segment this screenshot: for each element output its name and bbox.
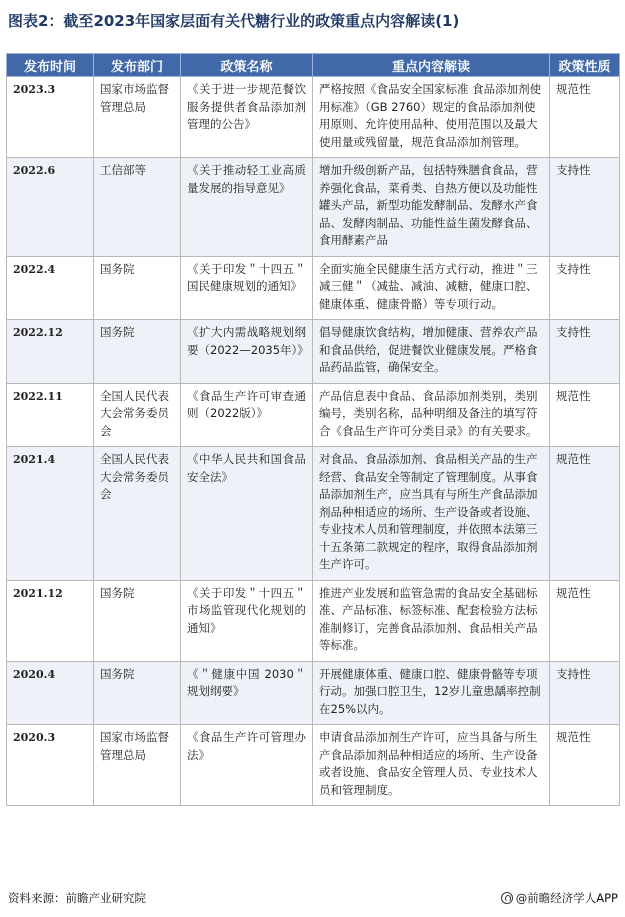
cell-dept: 国务院 — [94, 256, 181, 320]
table-row — [7, 661, 620, 725]
cell-dept: 全国人民代表大会常务委员会 — [94, 383, 181, 447]
footer — [8, 890, 618, 908]
cell-date: 2021.4 — [7, 447, 94, 581]
cell-nature: 规范性 — [550, 447, 620, 581]
cell-date: 2020.3 — [7, 725, 94, 806]
cell-nature: 规范性 — [550, 383, 620, 447]
cell-policy: 《关于印发＂十四五＂市场监管现代化规划的通知》 — [181, 580, 313, 661]
cell-policy: 《食品生产许可审查通则（2022版）》 — [181, 383, 313, 447]
cell-nature: 支持性 — [550, 158, 620, 257]
cell-content: 倡导健康饮食结构，增加健康、营养农产品和食品供给，促进餐饮业健康发展。严格食品药品监管，确保安全。 — [313, 320, 550, 384]
cell-date: 2022.4 — [7, 256, 94, 320]
cell-policy: 《中华人民共和国食品安全法》 — [181, 447, 313, 581]
cell-nature: 规范性 — [550, 77, 620, 158]
table-row — [7, 447, 620, 581]
brand-label: @前瞻经济学人APP — [515, 891, 618, 905]
table-body — [7, 77, 620, 806]
cell-content: 申请食品添加剂生产许可，应当具备与所生产食品添加剂品种相适应的场所、生产设备或者设施、食品安全管理人员、专业技术人员和管理制度。 — [313, 725, 550, 806]
cell-policy: 《食品生产许可管理办法》 — [181, 725, 313, 806]
page-title: 图表2：截至2023年国家层面有关代糖行业的政策重点内容解读(1) — [8, 12, 460, 30]
cell-policy: 《扩大内需战略规划纲要（2022—2035年）》 — [181, 320, 313, 384]
cell-date: 2022.11 — [7, 383, 94, 447]
cell-content: 增加升级创新产品，包括特殊膳食食品，营养强化食品，菜肴类、自热方便以及功能性罐头产品，新型功能发酵制品、发酵水产食品、发酵肉制品、功能性益生菌发酵食品、食用酵素产品 — [313, 158, 550, 257]
qianzhan-logo-icon — [501, 892, 513, 904]
brand-credit — [501, 890, 618, 906]
cell-date: 2021.12 — [7, 580, 94, 661]
cell-dept: 国务院 — [94, 580, 181, 661]
policy-table — [6, 53, 620, 806]
cell-content: 推进产业发展和监管急需的食品安全基础标准、产品标准、标签标准、配套检验方法标准制修订，完善食品添加剂、食品相关产品等标准。 — [313, 580, 550, 661]
cell-dept: 国家市场监督管理总局 — [94, 77, 181, 158]
cell-date: 2023.3 — [7, 77, 94, 158]
table-row — [7, 725, 620, 806]
table-header — [7, 54, 620, 77]
cell-dept: 国务院 — [94, 661, 181, 725]
header-content: 重点内容解读 — [313, 54, 550, 77]
cell-nature: 支持性 — [550, 661, 620, 725]
header-dept: 发布部门 — [94, 54, 181, 77]
table-row — [7, 77, 620, 158]
table-row — [7, 256, 620, 320]
cell-policy: 《关于进一步规范餐饮服务提供者食品添加剂管理的公告》 — [181, 77, 313, 158]
cell-content: 对食品、食品添加剂、食品相关产品的生产经营、食品安全等制定了管理制度。从事食品添加剂生产，应当具有与所生产食品添加剂品种相适应的场所、生产设备或者设施、专业技术人员和管理制度，并依照本法第三十五条第二款规定的程序，取得食品添加剂生产许可。 — [313, 447, 550, 581]
cell-policy: 《关于推动轻工业高质量发展的指导意见》 — [181, 158, 313, 257]
cell-nature: 规范性 — [550, 580, 620, 661]
cell-nature: 规范性 — [550, 725, 620, 806]
header-nature: 政策性质 — [550, 54, 620, 77]
cell-dept: 全国人民代表大会常务委员会 — [94, 447, 181, 581]
header-date: 发布时间 — [7, 54, 94, 77]
table-row — [7, 580, 620, 661]
cell-content: 开展健康体重、健康口腔、健康骨骼等专项行动。加强口腔卫生，12岁儿童患龋率控制在25%以内。 — [313, 661, 550, 725]
cell-policy: 《关于印发＂十四五＂国民健康规划的通知》 — [181, 256, 313, 320]
table-row — [7, 320, 620, 384]
table-row — [7, 158, 620, 257]
cell-date: 2022.6 — [7, 158, 94, 257]
cell-date: 2022.12 — [7, 320, 94, 384]
cell-date: 2020.4 — [7, 661, 94, 725]
cell-content: 产品信息表中食品、食品添加剂类别，类别编号，类别名称，品种明细及备注的填写符合《食品生产许可分类目录》的有关要求。 — [313, 383, 550, 447]
cell-dept: 国家市场监督管理总局 — [94, 725, 181, 806]
cell-content: 严格按照《食品安全国家标准 食品添加剂使用标准》（GB 2760）规定的食品添加剂使用原则、允许使用品种、使用范围以及最大使用量或残留量，规范食品添加剂管理。 — [313, 77, 550, 158]
cell-policy: 《＂健康中国 2030＂规划纲要》 — [181, 661, 313, 725]
table-row — [7, 383, 620, 447]
source-note: 资料来源：前瞻产业研究院 — [8, 891, 146, 905]
cell-nature: 支持性 — [550, 320, 620, 384]
cell-dept: 工信部等 — [94, 158, 181, 257]
header-policy: 政策名称 — [181, 54, 313, 77]
cell-content: 全面实施全民健康生活方式行动，推进＂三减三健＂（减盐、减油、减糖，健康口腔、健康体重、健康骨骼）等专项行动。 — [313, 256, 550, 320]
cell-nature: 支持性 — [550, 256, 620, 320]
cell-dept: 国务院 — [94, 320, 181, 384]
